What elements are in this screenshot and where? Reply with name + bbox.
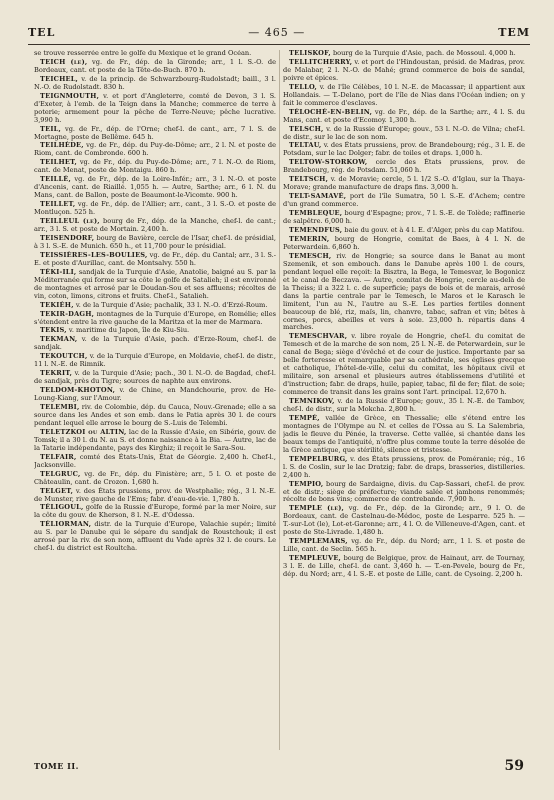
entry-headword: TEMPÉ, [289, 413, 320, 422]
entry-text: bourg de Fr., dép. de la Manche, chef-l. de cant.; arr., 3 l. S. et poste de Mortain. 2,400 h. [34, 217, 276, 234]
entry-text: v. libre royale de Hongrie, chef-l. du comitat de Temesch et de la marche de son nom, 25 l. N.-E. de Peterwardein, sur le canal de Bega; siège d'évêché et de cour de justice. Importante par sa belle forteresse et remarquable par sa cathédrale, ses églises grecque et catholique, l'hôtel-de-ville, celui du comitat, les hôpitaux civil et militaire, son arsenal et plusieurs autres établissemens d'utilité et d'instruction; fabr. de draps, huile, papier, tabac, fil de fer; filat. de soie; commerce de transit dans les grains sont l'art. principal. 12,670 h. [283, 332, 525, 397]
dictionary-entry [34, 404, 276, 428]
entry-text: vg. de Fr., dép. du Cantal; arr., 3 l. S.-E. et poste d'Aurillac, cant. de Montsalvy. 550 h. [34, 250, 276, 267]
entry-headword: TEILLET, [40, 200, 76, 209]
entry-text: vg. de Fr., dép. de la Gironde; arr., 9 l. O. de Bordeaux, cant. de Castelnau-de-Médoc, poste de Lesparre. 525 h. — T.-sur-Lot (le), Lot-et-Garonne; arr., 4 l. O. de Villeneuve-d'Agen, cant. et poste de Ste-Livrade. 1,480 h. [283, 504, 525, 537]
dictionary-entry [34, 159, 276, 175]
entry-headword: TEISENDORF, [40, 233, 95, 242]
dictionary-entry [283, 236, 525, 252]
entry-headword: TELGET, [40, 486, 74, 495]
dictionary-entry [34, 370, 276, 386]
dictionary-entry [34, 471, 276, 487]
dictionary-entry [283, 456, 525, 480]
entry-text: v. des États prussiens, prov. de Westphalie; rég., 3 l. N.-E. de Munster, rive gauche de l'Ems; fabr. d'eau-de-vie. 1,780 h. [34, 486, 276, 503]
entry-headword: TEKOUTCH, [40, 352, 88, 361]
entry-text: v. de la princip. de Schwarzbourg-Rudolstadt; baill., 3 l. N.-O. de Rudolstadt. 830 h. [34, 74, 276, 91]
signature-number: 59 [504, 758, 524, 774]
entry-headword: TELLO, [289, 82, 318, 91]
entry-text: distr. de la Turquie d'Europe, Valachie supér.; limité au S. par le Danube qui le sépare du sandjak de Roustchouk; il est arrosé par la riv. de son nom, affluent du Vade après 32 l. de cours. Le chef-l. du district est Roultcha. [34, 520, 276, 553]
dictionary-entry [283, 415, 525, 455]
entry-headword: TEMNIKOV, [289, 397, 335, 406]
dictionary-entry [34, 235, 276, 251]
dictionary-entry [34, 429, 276, 453]
entry-headword: TÉLIORMAN, [40, 520, 92, 529]
entry-headword: TELGRUC, [40, 469, 81, 478]
header-left-word: TEL [28, 25, 56, 39]
dictionary-entry [34, 336, 276, 352]
entry-text: comté des États-Unis, État de Géorgie. 2,400 h. Chef-l., Jacksonville. [34, 452, 276, 469]
tome-label: TOME II. [34, 761, 79, 771]
column-divider [279, 50, 280, 750]
entry-text: bourg de Hongrie, comitat de Baes, à 4 l. N. de Peterwardein. 6,860 h. [283, 234, 525, 251]
entry-headword: TEILHET, [40, 158, 77, 167]
dictionary-entry [34, 353, 276, 369]
dictionary-entry [283, 193, 525, 209]
entry-headword: TEMPLEUVE, [289, 554, 342, 563]
entry-headword: TELETZKOI ou ALTIN, [40, 427, 127, 436]
entry-headword: TELFAIR, [40, 452, 77, 461]
page-number: — 465 — [248, 25, 306, 39]
entry-text: bourg de Belgique, prov. de Hainaut, arr. de Tournay, 3 l. E. de Lille, chef-l. de cant. 3,460 h. — T.-en-Pevele, bourg de Fr., dép. du Nord; arr., 4 l. S.-E. et poste de Lille, cant. de Cysoing. 2,200 h. [283, 554, 525, 579]
entry-headword: TEIGNMOUTH, [40, 91, 100, 100]
dictionary-entry [283, 505, 525, 537]
entry-text: v. maritime du Japon, île de Kiu-Siu. [68, 326, 190, 335]
entry-text: golfe de la Russie d'Europe, formé par la mer Noire, sur la côte du gouv. de Kherson, 8 l. N.-E. d'Odessa. [34, 503, 276, 520]
dictionary-entry [34, 521, 276, 553]
entry-headword: TEILLÉ, [40, 175, 72, 184]
entry-headword: TEKMAN, [40, 335, 78, 344]
entry-text: v. de la Russie d'Europe; gouv., 35 l. N.-E. de Tambov, chef-l. de distr., sur la Mokcha. 2,800 h. [283, 397, 525, 413]
entry-headword: TELLITCHERRY, [289, 57, 353, 66]
dictionary-entry [283, 333, 525, 397]
entry-headword: TÉLOCHÉ-EN-BELIN, [289, 107, 373, 116]
dictionary-entry [283, 227, 525, 235]
entry-headword: TÉLIGOUL, [40, 503, 84, 512]
left-column [34, 50, 276, 750]
entry-text: v. de l'île Célèbes, 10 l. N.-E. de Macassar; il appartient aux Hollandais. — T.-Delano, port de l'île de Nias dans l'Océan indien; on y fait le commerce d'esclaves. [283, 82, 525, 107]
entry-text: v. de la Russie d'Europe; gouv., 53 l. N.-O. de Vilna; chef-l. de distr., sur le lac de son nom. [283, 124, 525, 141]
entry-headword: TELEMBI, [40, 403, 80, 412]
entry-text: riv. de Hongrie; sa source dans le Banat au mont Szemenik, et son embouch. dans le Danube après 100 l. de cours, pendant lequel elle reçoit: la Bisztra, la Bega, le Temesvar, le Bogonicz et le canal de Beczava. — Autre, comitat de Hongrie, cercle au-delà de la Theiss; il a 322 l. c. de superficie; pays de bois et de marais, arrosé dans la partie centrale par le Temesch, le Maros et le Karasch le limitent, l'un au N., l'autre au S.-E. Les parties fertiles donnent beaucoup de blé, riz, maïs, lin, chanvre, tabac, safran et vin; bêtes à cornes, porcs, abeilles et vers à soie. 23,000 h. répartis dans 4 marches. [283, 251, 525, 332]
dictionary-entry [283, 126, 525, 142]
dictionary-entry [283, 481, 525, 505]
entry-text: v. de la Turquie d'Asie, pach. d'Erze-Roum, chef-l. de sandjak. [34, 335, 276, 352]
dictionary-entry [34, 252, 276, 268]
entry-text: v. et port de l'Hindoustan, présid. de Madras, prov. de Malabar, 2 l. N.-O. de Mahé; grand commerce de bois de sandal, poivre et épices. [283, 57, 525, 82]
dictionary-entry [283, 253, 525, 333]
entry-headword: TEKIR-DAGH, [40, 309, 95, 318]
entry-headword: TELTAU, [289, 141, 322, 150]
entry-text: vg. de Fr., dép. du Puy-de-Dôme; arr., 7 l. N.-O. de Riom, cant. de Menat, poste de Montaigu. 860 h. [34, 158, 276, 175]
dictionary-entry [283, 398, 525, 414]
dictionary-entry [283, 59, 525, 83]
entry-text: v. de Moravie; cercle, 5 l. 1/2 S.-O. d'Iglau, sur la Thaya-Morave; grande manufacture de draps fins. 3,000 h. [283, 175, 525, 192]
entry-headword: TELTOW-STORKOW, [289, 158, 368, 167]
entry-text: v. de la Turquie d'Asie; pachalik, 33 l. N.-O. d'Erzé-Roum. [75, 300, 268, 309]
entry-text: lac de la Russie d'Asie, en Sibérie, gouv. de Tomsk; il a 30 l. du N. au S. et donne naissance à la Bia. — Autre, lac de la Tatarie indépendante, pays des Kirghiz; il reçoit le Sara-Sou. [34, 427, 276, 452]
dictionary-entry [34, 176, 276, 200]
entry-headword: TÉKI-ILI, [40, 267, 77, 276]
dictionary-entry [283, 159, 525, 175]
dictionary-entry [34, 269, 276, 301]
entry-headword: TEMERIN, [289, 234, 330, 243]
dictionary-entry [34, 93, 276, 125]
entry-text: vg. de Fr., dép. de l'Allier; arr., cant., 3 l. S.-O. et poste de Montluçon. 525 h. [34, 200, 276, 217]
entry-text: sandjak de la Turquie d'Asie, Anatolie, baigné au S. par la Méditerranée qui forme sur sa côte le golfe de Satalieh; il est environné de montagnes et arrosé par le Doudan-Sou et ses affluens; récoltes de vin, coton, limons, citrons et fruits. Chef-l., Satalieh. [34, 267, 276, 300]
entry-headword: TEMENDFUS, [289, 226, 343, 235]
entry-text: v. et port d'Angleterre, comté de Devon, 3 l. S. d'Exeter, à l'emb. de la Teign dans la Manche; commerce de terre à poterie; armement pour la pêche de Terre-Neuve; pêche lucrative. 3,990 h. [34, 91, 276, 124]
dictionary-entry [283, 50, 525, 58]
entry-text: vg. de Fr., dép. du Nord; arr., 1 l. S. et poste de Lille, cant. de Seclin. 565 h. [283, 537, 525, 554]
entry-headword: TEMESCHVAR, [289, 332, 348, 341]
entry-text: v. de Chine, en Mandchourie, prov. de He-Loung-Kiang, sur l'Amour. [34, 386, 276, 403]
entry-headword: TEMESCH, [289, 251, 332, 260]
entry-text: baie du gouv. et à 4 l. E. d'Alger, près du cap Matifou. [344, 226, 525, 235]
entry-headword: TELTSCH, [289, 175, 329, 184]
dictionary-entry [34, 488, 276, 504]
entry-text: v. de la Turquie d'Europe, en Moldavie, chef-l. de distr., 11 l. N.-E. de Rimnik. [34, 352, 276, 369]
dictionary-entry [34, 201, 276, 217]
right-column [283, 50, 525, 750]
dictionary-entry [34, 76, 276, 92]
entry-headword: TEIL, [40, 124, 61, 133]
dictionary-entry [34, 50, 276, 58]
entry-text: cercle des États prussiens, prov. de Brandebourg, rég. de Potsdam. 51,060 h. [283, 158, 525, 175]
entry-headword: TEILLEUL (le), [40, 217, 100, 226]
dictionary-entry [283, 176, 525, 192]
entry-headword: TELISKOF, [289, 50, 331, 57]
entry-headword: TELSCH, [289, 124, 324, 133]
dictionary-entry [34, 218, 276, 234]
dictionary-entry [34, 59, 276, 75]
entry-text: montagnes de la Turquie d'Europe, en Romélie; elles s'étendent entre la rive gauche de la Maritza et la mer de Marmara. [34, 309, 276, 326]
entry-headword: TEILHÈDE, [40, 141, 84, 150]
entry-text: se trouve resserrée entre le golfe du Mexique et le grand Océan. [34, 50, 252, 57]
entry-headword: TEMPELBURG, [289, 454, 348, 463]
dictionary-entry [34, 311, 276, 327]
dictionary-entry [283, 555, 525, 579]
entry-text: vg. de Fr., dép. de la Loire-Infér.; arr., 3 l. N.-O. et poste d'Ancenis, cant. de Riaillé. 1,055 h. — Autre, Sarthe; arr., 6 l. N. du Mans, cant. de Ballon, poste de Beaumont-le-Vicomte. 900 h. [34, 175, 276, 200]
dictionary-entry [34, 142, 276, 158]
entry-headword: TELT-SAMAVÉ, [289, 192, 347, 201]
entry-text: v. des États prussiens, prov. de Poméranie; rég., 16 l. S. de Coslin, sur le lac Dratzig; fabr. de draps, brasseries, distilleries. 2,400 h. [283, 454, 525, 479]
entry-headword: TEKIS, [40, 326, 67, 335]
dictionary-entry [34, 504, 276, 520]
entry-text: bourg de Sardaigne, divis. du Cap-Sassari, chef-l. de prov. et de distr.; siège de préfecture; viande salée et jambons renommés; récolte de bons vins; commerce de contrebande. 7,900 h. [283, 479, 525, 504]
entry-text: vg. de Fr., dép. de la Sarthe; arr., 4 l. S. du Mans, cant. et poste d'Ecomoy. 1,300 h. [283, 107, 525, 124]
entry-text: vg. de Fr., dép. de la Gironde; arr., 1 l. S.-O. de Bordeaux, cant. et poste de la Tête-de-Buch. 870 h. [34, 57, 276, 74]
entry-headword: TELDOM-KHOTON, [40, 386, 116, 395]
page-footer [34, 756, 524, 776]
dictionary-entry [283, 109, 525, 125]
dictionary-entry [34, 302, 276, 310]
entry-text: vg. de Fr., dép. du Puy-de-Dôme; arr., 2 l. N. et poste de Riom, cant. de Combronde. 600 h. [34, 141, 276, 158]
entry-headword: TEMPLEMARS, [289, 537, 348, 546]
dictionary-entry [283, 210, 525, 226]
header-right-word: TEM [498, 25, 530, 39]
dictionary-entry [34, 387, 276, 403]
dictionary-entry [34, 126, 276, 142]
entry-text: vallée de Grèce, en Thessalie; elle s'étend entre les montagnes de l'Olympe au N. et celles de l'Ossa au S. La Salembria, jadis le fleuve du Pénée, la traverse. Cette vallée, si chantée dans les beaux temps de l'antiquité, n'offre plus comme toute la terre désolée de la Grèce antique, que stérilité, silence et tristesse. [283, 413, 525, 454]
header-rule [28, 44, 530, 45]
dictionary-entry [283, 142, 525, 158]
entry-text: bourg de Bavière, cercle de l'Isar, chef-l. de présidial, à 3 l. S.-E. de Munich. 650 h., et 11,700 pour le présidial. [34, 233, 276, 250]
entry-text: riv. de Colombie, dép. du Cauca, Nouv.-Grenade; elle a sa source dans les Andes et son emb. dans le Patia après 30 l. de cours pendant lequel elle arrose le bourg de S.-Luis de Telembi. [34, 403, 276, 427]
entry-text: v. des États prussiens, prov. de Brandebourg; rég., 3 l. E. de Potsdam, sur le lac Dolger; fabr. de toiles et draps. 1,000 h. [283, 141, 525, 158]
entry-text: port de l'île Sumatra, 50 l. S.-E. d'Achem; centre d'un grand commerce. [283, 192, 525, 209]
entry-headword: TEKIÉH, [40, 300, 74, 309]
entry-headword: TEKRIT, [40, 369, 73, 378]
entry-headword: TEISSIÈRES-LES-BOULIES, [40, 250, 148, 259]
entry-text: vg. de Fr., dép. du Finistère; arr., 5 l. O. et poste de Châteaulin, cant. de Crozon. 1,680 h. [34, 469, 276, 486]
entry-text: bourg d'Espagne; prov., 7 l. S.-E. de Tolède; raffinerie de salpêtre. 6,000 h. [283, 209, 525, 226]
entry-text: vg. de Fr., dép. de l'Orne; chef-l. de cant., arr., 7 l. S. de Mortagne, poste de Bellême. 645 h. [34, 124, 276, 141]
page-header [28, 22, 530, 42]
dictionary-entry [283, 538, 525, 554]
dictionary-entry [34, 327, 276, 335]
entry-headword: TEICH (le), [40, 57, 88, 66]
entry-text: v. de la Turquie d'Asie; pach., 30 l. N.-O. de Bagdad, chef-l. de sandjak, près du Tigre; sources de naphte aux environs. [34, 369, 276, 386]
entry-headword: TEMPLE (le), [289, 504, 345, 513]
entry-headword: TEMPIO, [289, 479, 324, 488]
entry-headword: TEMBLEQUE, [289, 209, 343, 218]
entry-text: bourg de la Turquie d'Asie, pach. de Mossoul. 4,000 h. [332, 50, 516, 57]
dictionary-entry [34, 454, 276, 470]
entry-headword: TEICHEL, [40, 74, 79, 83]
dictionary-entry [283, 84, 525, 108]
